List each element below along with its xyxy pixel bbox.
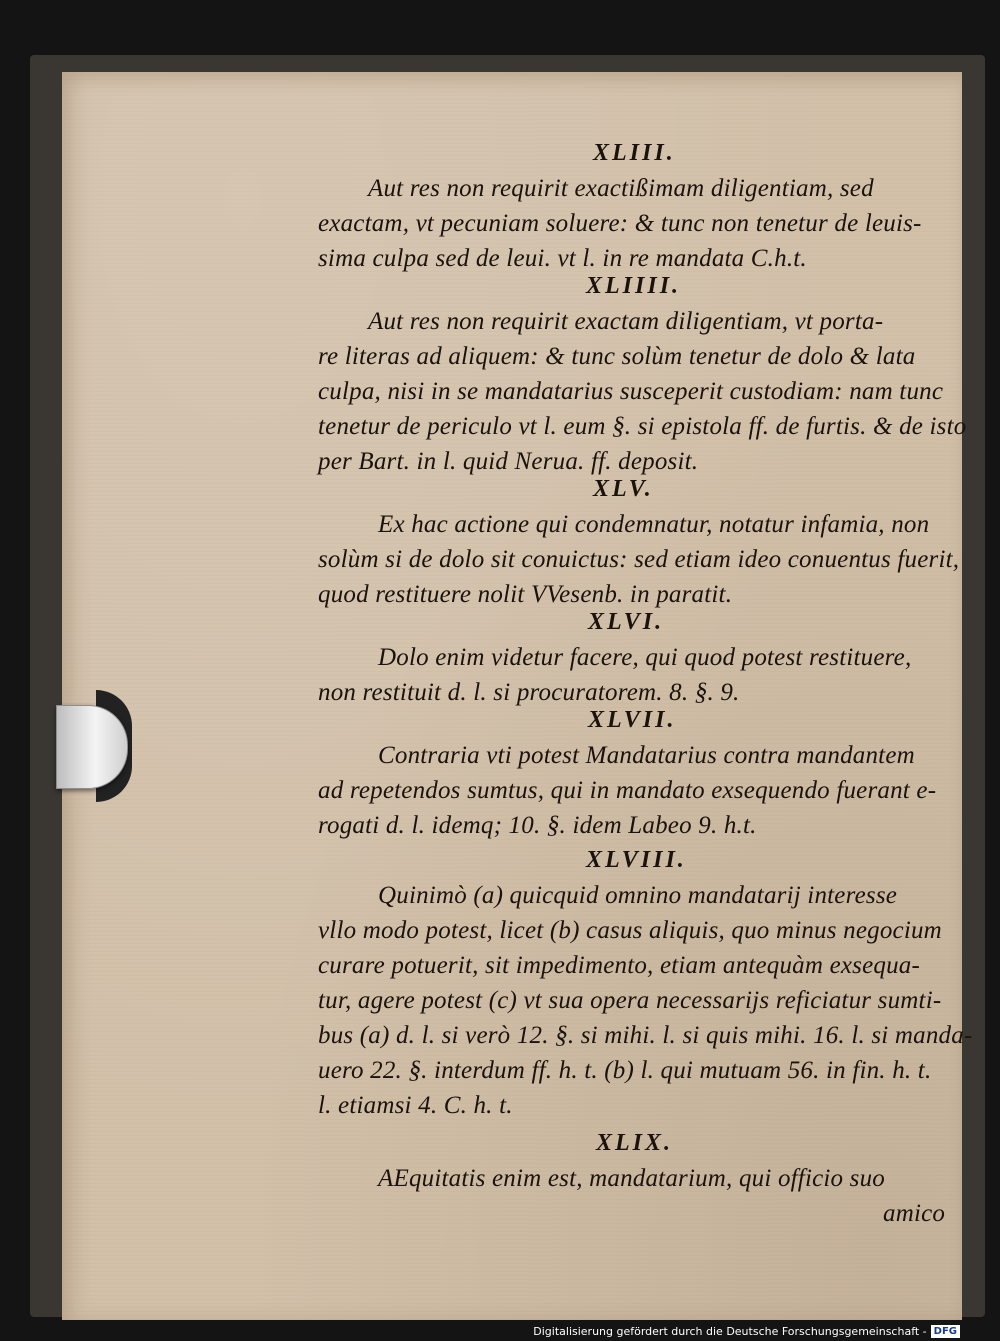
text-line: re literas ad aliquem: & tunc solùm tenetur de dolo & lata xyxy=(318,343,916,370)
text-line: tur, agere potest (c) vt sua opera necessarijs reficiatur sumti- xyxy=(318,987,942,1014)
text-line: AEquitatis enim est, mandatarium, qui officio suo xyxy=(378,1165,886,1192)
text-line: Dolo enim videtur facere, qui quod potest restituere, xyxy=(378,644,912,671)
text-line: Aut res non requirit exactam diligentiam, vt porta- xyxy=(368,308,884,335)
section-heading: XLVIII. xyxy=(586,847,687,873)
text-line: vllo modo potest, licet (b) casus aliquis, quo minus negocium xyxy=(318,917,942,944)
text-line: culpa, nisi in se mandatarius susceperit custodiam: nam tunc xyxy=(318,378,944,405)
section-heading: XLVI. xyxy=(588,609,665,635)
text-line: bus (a) d. l. si verò 12. §. si mihi. l. si quis mihi. 16. l. si manda- xyxy=(318,1022,973,1049)
text-line: Contraria vti potest Mandatarius contra mandantem xyxy=(378,742,915,769)
text-line: curare potuerit, sit impedimento, etiam antequàm exsequa- xyxy=(318,952,921,979)
section-heading: XLIX. xyxy=(596,1130,674,1156)
catchword: amico xyxy=(883,1200,946,1227)
text-line: Quinimò (a) quicquid omnino mandatarij interesse xyxy=(378,882,898,909)
text-line: rogati d. l. idemq; 10. §. idem Labeo 9. h.t. xyxy=(318,812,757,839)
digitization-footer xyxy=(533,1324,960,1338)
text-line: tenetur de periculo vt l. eum §. si epistola ff. de furtis. & de isto xyxy=(318,413,967,440)
text-line: quod restituere nolit VVesenb. in paratit. xyxy=(318,581,733,608)
text-line: solùm si de dolo sit conuictus: sed etiam ideo conuentus fuerit, xyxy=(318,546,960,573)
section-heading: XLIIII. xyxy=(586,273,682,299)
text-line: non restituit d. l. si procuratorem. 8. §. 9. xyxy=(318,679,740,706)
section-heading: XLVII. xyxy=(588,707,677,733)
footer-text: Digitalisierung gefördert durch die Deutsche Forschungsgemeinschaft - xyxy=(533,1324,927,1338)
text-line: per Bart. in l. quid Nerua. ff. deposit. xyxy=(318,448,699,475)
text-line: Ex hac actione qui condemnatur, notatur infamia, non xyxy=(378,511,930,538)
section-heading: XLV. xyxy=(593,476,654,502)
dfg-logo: DFG xyxy=(931,1325,960,1338)
text-line: uero 22. §. interdum ff. h. t. (b) l. qui mutuam 56. in fin. h. t. xyxy=(318,1057,932,1084)
text-line: ad repetendos sumtus, qui in mandato exsequendo fuerant e- xyxy=(318,777,937,804)
section-heading: XLIII. xyxy=(593,140,676,166)
text-line: sima culpa sed de leui. vt l. in re mandata C.h.t. xyxy=(318,245,807,272)
text-line: exactam, vt pecuniam soluere: & tunc non tenetur de leuis- xyxy=(318,210,922,237)
text-line: l. etiamsi 4. C. h. t. xyxy=(318,1092,513,1119)
text-line: Aut res non requirit exactißimam diligentiam, sed xyxy=(368,175,874,202)
